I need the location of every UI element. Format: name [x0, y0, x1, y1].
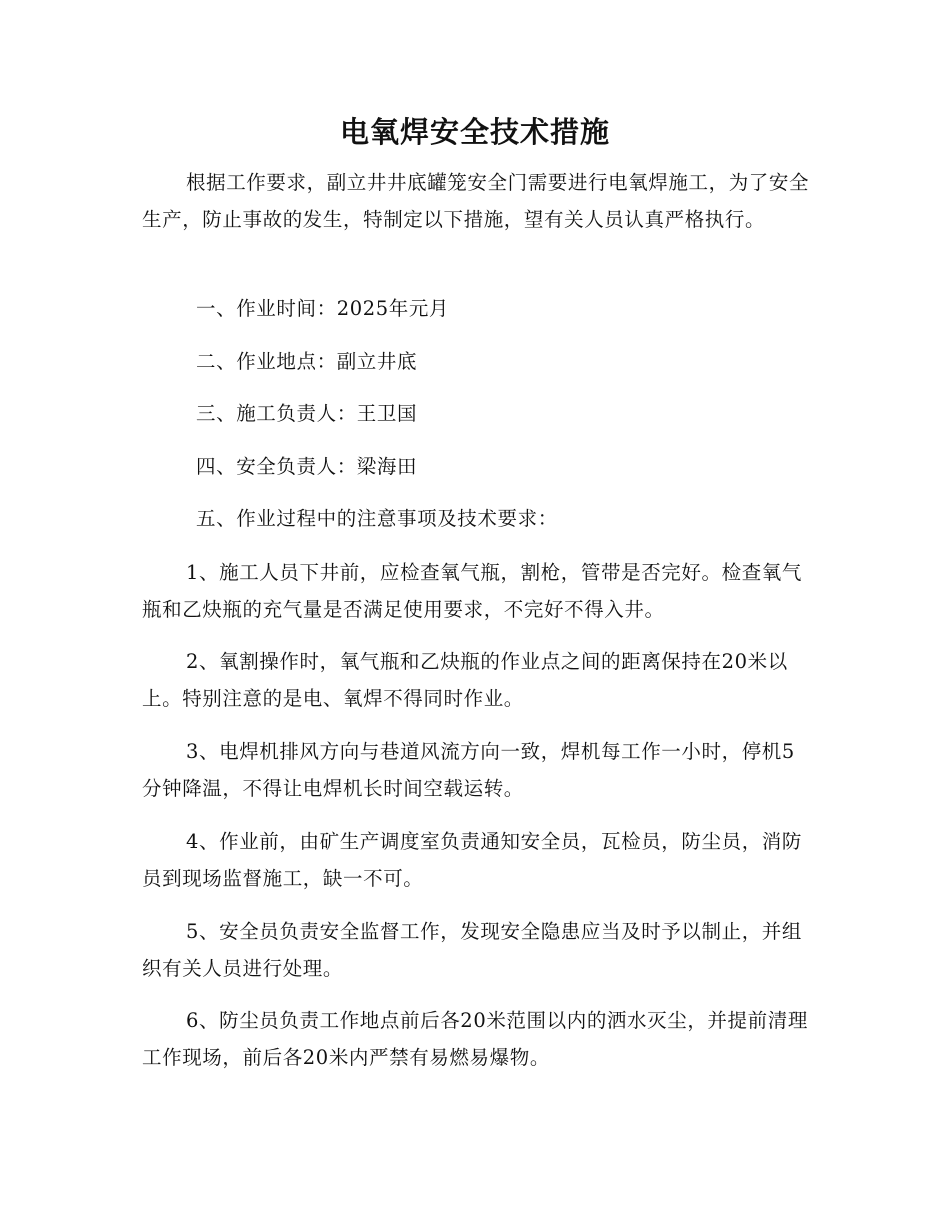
- info-item-safety-lead: 四、安全负责人：梁海田: [196, 455, 418, 478]
- info-item-construction-lead: 三、施工负责人：王卫国: [196, 402, 418, 425]
- info-item-time: 一、作业时间：2025年元月: [196, 297, 450, 320]
- requirement-4: 4、作业前，由矿生产调度室负责通知安全员，瓦检员，防尘员，消防员到现场监督施工，缺一不可。: [142, 830, 803, 890]
- requirement-3: 3、电焊机排风方向与巷道风流方向一致，焊机每工作一小时，停机5分钟降温，不得让电焊机长时间空载运转。: [142, 740, 795, 800]
- requirement-5: 5、安全员负责安全监督工作，发现安全隐患应当及时予以制止，并组织有关人员进行处理。: [142, 920, 803, 980]
- requirement-1: 1、施工人员下井前，应检查氧气瓶，割枪，管带是否完好。检查氧气瓶和乙炔瓶的充气量是否满足使用要求，不完好不得入井。: [142, 561, 803, 621]
- intro-paragraph: 根据工作要求，副立井井底罐笼安全门需要进行电氧焊施工，为了安全生产，防止事故的发生，特制定以下措施，望有关人员认真严格执行。: [142, 171, 810, 231]
- requirement-6: 6、防尘员负责工作地点前后各20米范围以内的洒水灭尘，并提前清理工作现场，前后各20米内严禁有易燃易爆物。: [142, 1009, 808, 1069]
- document-title: 电氧焊安全技术措施: [339, 115, 610, 149]
- info-item-requirements-heading: 五、作业过程中的注意事项及技术要求：: [196, 507, 558, 530]
- info-item-location: 二、作业地点：副立井底: [196, 350, 418, 373]
- requirement-2: 2、氧割操作时，氧气瓶和乙炔瓶的作业点之间的距离保持在20米以上。特别注意的是电、氧焊不得同时作业。: [142, 650, 788, 710]
